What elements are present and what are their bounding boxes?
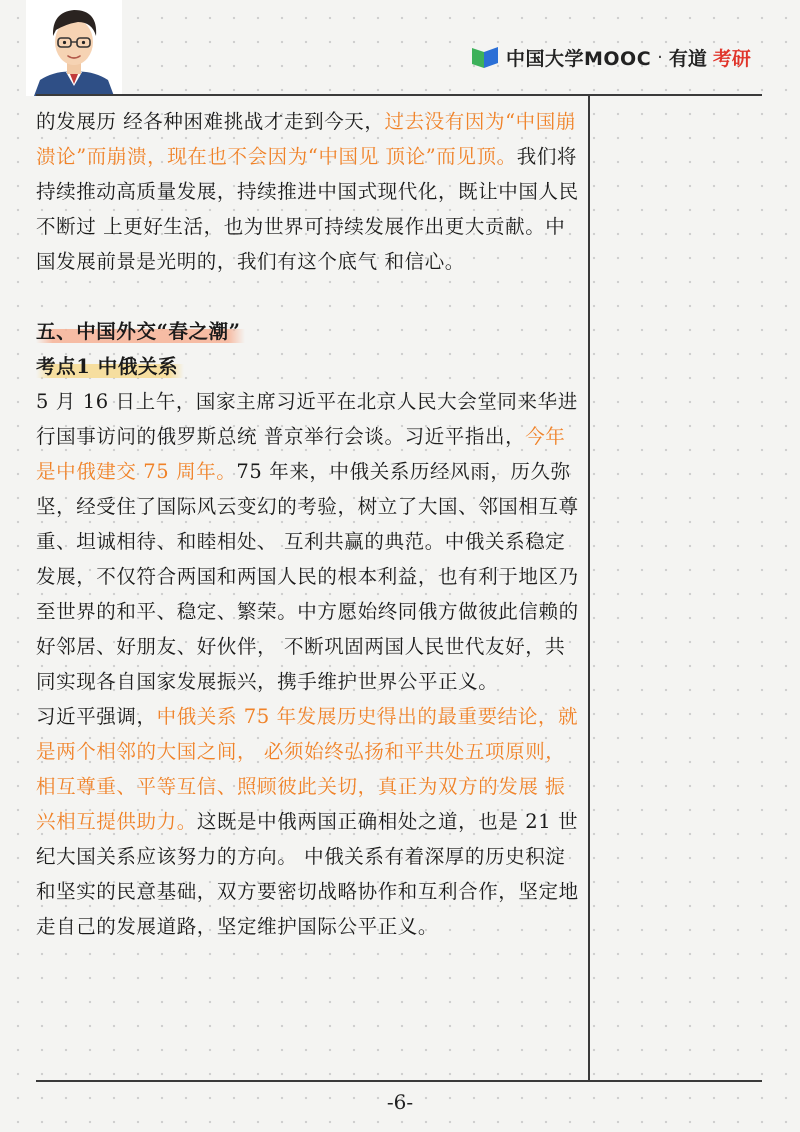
teacher-avatar-illustration [26,0,122,96]
section-heading-row [36,314,584,349]
spacer [36,279,584,314]
brand-separator: · [657,46,663,68]
bottom-rule-divider [36,1080,762,1082]
paragraph-text: 的发展历 经各种困难挑战才走到今天， [36,110,385,133]
paragraph-intro [36,104,584,279]
highlighted-text: 今年是中俄建交 75 周年。 [36,425,566,483]
paragraph-text: 75 年来，中俄关系历经风雨，历久弥坚，经受住了国际风云变幻的考验，树立了大国、邻国相互尊重、坦诚相待、和睦相处、 互利共赢的典范。中俄关系稳定发展，不仅符合两国和两国人民的根本利益，也有利于地区乃至世界的和平、稳定、繁荣。中方愿始终同俄方做彼此信赖的好邻居、好朋友、好伙伴， 不断巩固两国人民世代友好，共同实现各自国家发展振兴，携手维护世界公平正义。 [36,460,579,693]
section-heading: 五、中国外交“春之潮” [36,314,245,349]
brand-header [470,40,751,74]
brand-youdao: 有道 [668,47,707,70]
paragraph-text: 5 月 16 日上午，国家主席习近平在北京人民大会堂同来华进行国事访问的俄罗斯总统 普京举行会谈。习近平指出， [36,390,578,448]
paragraph-emphasis [36,699,584,944]
highlighted-text: 中俄关系 75 年发展历史得出的最重要结论，就是两个相邻的大国之间， 必须始终弘扬和平共处五项原则，相互尊重、平等互信、照顾彼此关切，真正为双方的发展 振兴相互提供助力。 [36,705,579,833]
kaodian-heading: 考点1 中俄关系 [36,349,184,384]
kaodian-heading-row [36,349,584,384]
paragraph-text: 习近平强调， [36,705,157,728]
paragraph-meeting [36,384,584,699]
top-rule-divider [36,94,762,96]
paragraph-text: 这既是中俄两国正确相处之道，也是 21 世纪大国关系应该努力的方向。 中俄关系有着深厚的历史积淀和坚实的民意基础，双方要密切战略协作和互利合作，坚定地走自己的发展道路，坚定维护国际公平正义。 [36,810,579,938]
brand-kaoyan: 考研 [712,47,751,70]
page-number: -6- [386,1090,414,1114]
document-body [36,104,584,944]
mooc-logo-icon [470,44,500,70]
paragraph-text: 我们将持续推动高质量发展，持续推进中国式现代化，既让中国人民不断过 上更好生活，也为世界可持续发展作出更大贡献。中国发展前景是光明的，我们有这个底气 和信心。 [36,145,579,273]
margin-rule-divider [588,94,590,1082]
teacher-avatar [26,0,122,96]
highlighted-text: 过去没有因为“中国崩溃论”而崩溃，现在也不会因为“中国见 顶论”而见顶。 [36,110,576,168]
brand-name: 中国大学MOOC [506,47,652,70]
